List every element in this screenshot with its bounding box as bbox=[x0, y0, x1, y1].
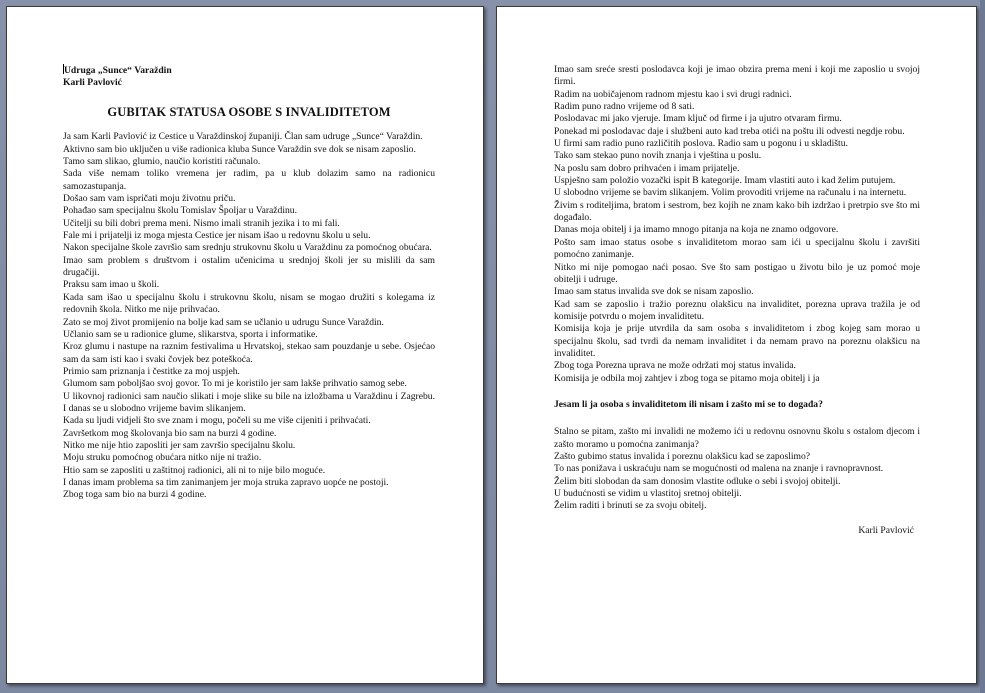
paragraph: Kroz glumu i nastupe na raznim festivalima u Hrvatskoj, stekao sam pouzdanje u sebe. Osjećao sam da sam isti kao i svaki čovjek bez poteškoća. bbox=[63, 341, 435, 365]
page-1-content[interactable] bbox=[63, 64, 435, 502]
paragraph: Nitko me nije htio zaposliti jer sam završio specijalnu školu. bbox=[63, 439, 296, 451]
page-2-content[interactable] bbox=[554, 64, 920, 537]
paragraph: Primio sam priznanja i čestitke za moj uspjeh. bbox=[63, 365, 240, 377]
paragraph: Želim biti slobodan da sam donosim vlastite odluke o sebi i svojoj obitelji. bbox=[554, 475, 841, 487]
page-1-body bbox=[63, 131, 435, 501]
paragraph: Aktivno sam bio uključen u više radionica kluba Sunce Varaždin sve dok se nisam zaposlio. bbox=[63, 143, 416, 155]
paragraph: Imao sam status invalida sve dok se nisam zaposlio. bbox=[554, 286, 754, 298]
paragraph: Nakon specijalne škole završio sam srednju strukovnu školu u Varaždinu za pomoćnog obućara. bbox=[63, 242, 432, 254]
signature: Karli Pavlović bbox=[858, 524, 914, 536]
paragraph: U budućnosti se vidim u vlastitoj sretnoj obitelji. bbox=[554, 488, 742, 499]
page-2-closing bbox=[554, 426, 920, 512]
paragraph: Zbog toga sam bio na burzi 4 godine. bbox=[63, 489, 207, 501]
paragraph: Sada više nemam toliko vremena jer radim, pa u klub dolazim samo na radionicu samozastupanja. bbox=[63, 168, 435, 192]
paragraph: Glumom sam poboljšao svoj govor. To mi je koristilo jer sam lakše prihvatio samog sebe. bbox=[63, 378, 407, 390]
paragraph: Pošto sam imao status osobe s invaliditetom morao sam ići u specijalnu školu i završiti pomoćno zanimanje. bbox=[554, 236, 920, 261]
paragraph: Želim raditi i brinuti se za svoju obitelj. bbox=[554, 500, 707, 512]
paragraph: Imao sam problem s društvom i ostalim učenicima u srednjoj školi jer su mislili da sam drugačiji. bbox=[63, 254, 435, 279]
paragraph: Htio sam se zaposliti u zaštitnoj radionici, ali ni to nije bilo moguće. bbox=[63, 464, 326, 476]
paragraph: Pohađao sam specijalnu školu Tomislav Špoljar u Varaždinu. bbox=[63, 205, 297, 217]
paragraph: Ponekad mi poslodavac daje i službeni auto kad treba otići na poštu ili odvesti negdje robu. bbox=[554, 125, 905, 137]
paragraph: Učitelji su bili dobri prema meni. Nismo imali stranih jezika i to mi fali. bbox=[63, 217, 340, 229]
paragraph: Kada sam išao u specijalnu školu i strukovnu školu, nisam se mogao družiti s kolegama iz redovnih škola. Nitko me nije prihvaćao. bbox=[63, 291, 435, 316]
window-edge bbox=[980, 0, 985, 693]
paragraph: Komisija koja je prije utvrdila da sam osoba s invaliditetom i zbog kojeg sam morao u specijalnu školu, sad tvrdi da nemam invaliditet i da nemam pravo na poreznu olakšicu na invaliditet. bbox=[554, 323, 920, 359]
paragraph: Završetkom mog školovanja bio sam na burzi 4 godine. bbox=[63, 427, 277, 439]
paragraph: U likovnoj radionici sam naučio slikati i moje slike su bile na izložbama u Varaždinu i Zagrebu. I danas se u slobodno vrijeme bavim slikanjem. bbox=[63, 390, 435, 414]
paragraph: I danas imam problema sa tim zanimanjem jer moja struka zapravo uopće ne postoji. bbox=[63, 476, 389, 488]
paragraph: Kada su ljudi vidjeli što sve znam i mogu, počeli su me više cijeniti i prihvaćati. bbox=[63, 415, 371, 427]
paragraph: Nitko mi nije pomogao naći posao. Sve što sam postigao u životu bilo je uz pomoć moje obitelji i udruge. bbox=[554, 261, 920, 285]
paragraph: Na poslu sam dobro prihvaćen i imam prijatelje. bbox=[554, 162, 740, 174]
paragraph: Uspješno sam položio vozački ispit B kategorije. Imam vlastiti auto i kad želim putujem. bbox=[554, 175, 896, 187]
paragraph: Radim puno radno vrijeme od 8 sati. bbox=[554, 101, 695, 113]
page-2-body bbox=[554, 64, 920, 385]
paragraph: Ja sam Karli Pavlović iz Cestice u Varaždinskoj županiji. Član sam udruge „Sunce“ Varaždin. bbox=[63, 131, 423, 143]
paragraph: Došao sam vam ispričati moju životnu priču. bbox=[63, 193, 236, 205]
paragraph: Moju struku pomoćnog obućara nitko nije ni tražio. bbox=[63, 452, 262, 464]
author-line: Karli Pavlović bbox=[63, 77, 122, 88]
paragraph: Poslodavac mi jako vjeruje. Imam ključ od firme i ja ujutro otvaram firmu. bbox=[554, 113, 842, 125]
paragraph: Učlanio sam se u radionice glume, slikarstva, sporta i informatike. bbox=[63, 328, 318, 340]
paragraph: Fale mi i prijatelji iz moga mjesta Cestice jer nisam išao u redovnu školu u selu. bbox=[63, 230, 371, 242]
paragraph: Tamo sam slikao, glumio, naučio koristiti računalo. bbox=[63, 156, 261, 168]
document-page-1[interactable] bbox=[6, 6, 484, 684]
paragraph: To nas ponižava i uskraćuju nam se mogućnosti od malena na znanje i ravnopravnost. bbox=[554, 463, 884, 475]
paragraph: Praksu sam imao u školi. bbox=[63, 279, 160, 291]
paragraph: Tako sam stekao puno novih znanja i vještina u poslu. bbox=[554, 150, 762, 162]
section-heading: Jesam li ja osoba s invaliditetom ili nisam i zašto mi se to događa? bbox=[554, 398, 823, 410]
paragraph: Danas moja obitelj i ja imamo mnogo pitanja na koja ne znamo odgovore. bbox=[554, 224, 839, 236]
paragraph: Kad sam se zaposlio i tražio poreznu olakšicu na invaliditet, porezna uprava tražila je od komisije potvrdu o mojem invaliditetu. bbox=[554, 298, 920, 322]
paragraph: Imao sam sreće sresti poslodavca koji je imao obzira prema meni i koji me zaposlio u svojoj firmi. bbox=[554, 64, 920, 88]
paragraph: U slobodno vrijeme se bavim slikanjem. Volim provoditi vrijeme na računalu i na internetu. bbox=[554, 187, 907, 199]
paragraph: Živim s roditeljima, bratom i sestrom, bez kojih ne znam kako bih izdržao i pretrpio sve što mi događalo. bbox=[554, 199, 920, 224]
organization-name: Udruga „Sunce“ Varaždin bbox=[64, 65, 172, 76]
document-title: GUBITAK STATUSA OSOBE S INVALIDITETOM bbox=[107, 105, 391, 119]
paragraph: U firmi sam radio puno različitih poslova. Radio sam u pogonu i u skladištu. bbox=[554, 138, 848, 150]
paragraph: Zato se moj život promijenio na bolje kad sam se učlanio u udrugu Sunce Varaždin. bbox=[63, 316, 384, 328]
paragraph: Stalno se pitam, zašto mi invalidi ne možemo ići u redovnu osnovnu školu s ostalom djecom i zašto moramo u pomoćna zanimanja? bbox=[554, 426, 920, 450]
paragraph: Zbog toga Porezna uprava ne može održati moj status invalida. bbox=[554, 360, 796, 372]
paragraph: Zašto gubimo status invalida i poreznu olakšicu kad se zaposlimo? bbox=[554, 450, 811, 462]
paragraph: Komisija je odbila moj zahtjev i zbog toga se pitamo moja obitelj i ja bbox=[554, 372, 820, 384]
document-page-2[interactable] bbox=[496, 6, 977, 684]
organization-line bbox=[63, 64, 435, 77]
paragraph: Radim na uobičajenom radnom mjestu kao i svi drugi radnici. bbox=[554, 88, 792, 100]
